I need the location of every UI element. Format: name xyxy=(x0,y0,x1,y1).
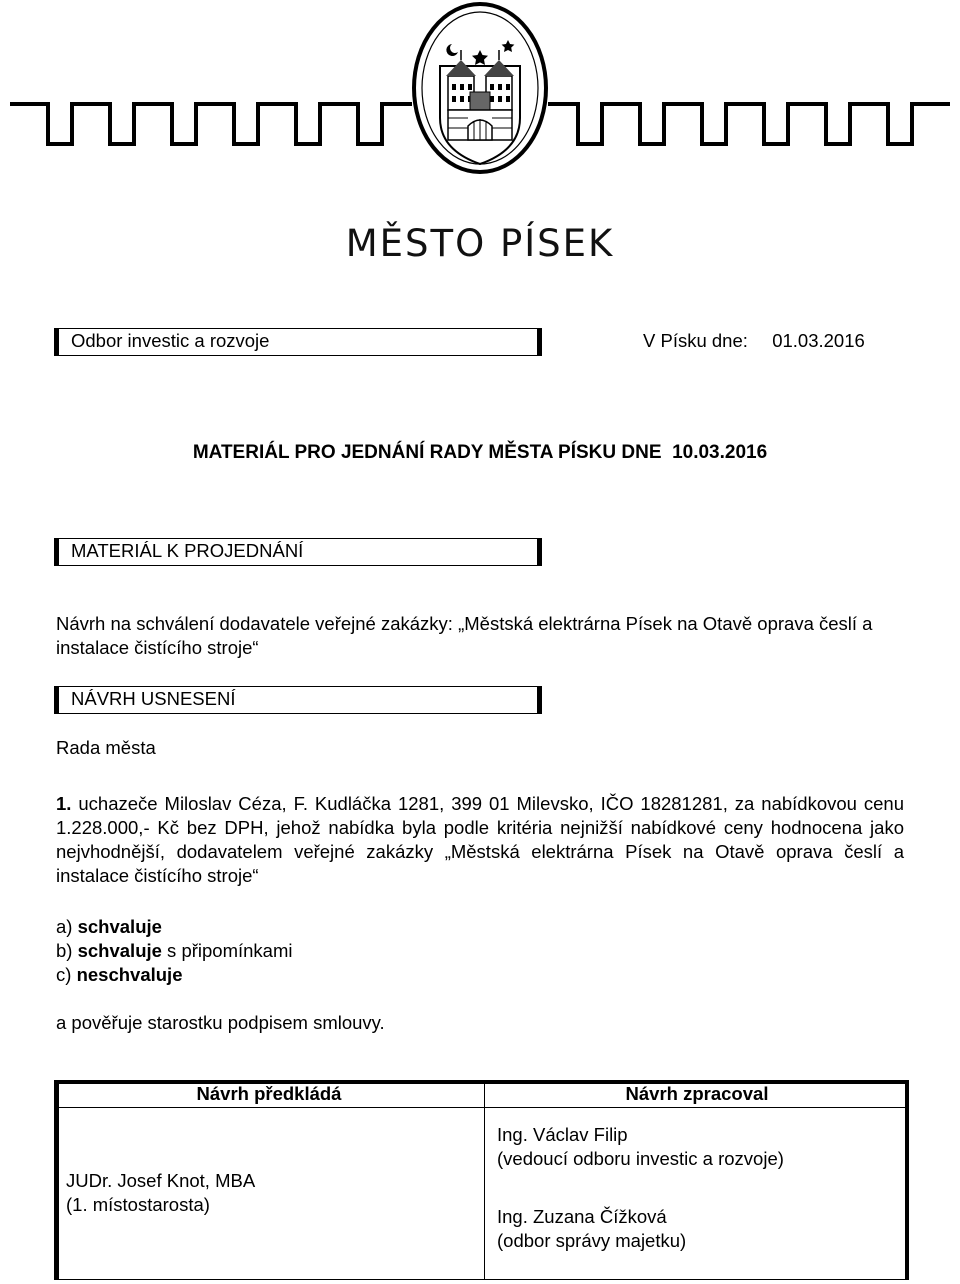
presenter-role: (1. místostarosta) xyxy=(66,1194,210,1215)
table-right-border xyxy=(905,1080,909,1280)
option-verb: schvaluje xyxy=(77,940,162,961)
option-prefix: b) xyxy=(56,940,73,961)
option-verb: schvaluje xyxy=(77,916,162,937)
presenter-cell xyxy=(66,1169,255,1217)
date-value: 01.03.2016 xyxy=(772,330,865,351)
proposal-box-label: NÁVRH USNESENÍ xyxy=(71,688,236,709)
presenter-name: JUDr. Josef Knot, MBA xyxy=(66,1170,256,1191)
date-line xyxy=(643,329,865,353)
page-title: MATERIÁL PRO JEDNÁNÍ RADY MĚSTA PÍSKU DNE 10.03.2016 xyxy=(192,442,768,463)
author-name: Ing. Václav Filip xyxy=(497,1124,628,1145)
presenter-header: Návrh předkládá xyxy=(196,1083,342,1104)
option-prefix: c) xyxy=(56,964,72,985)
option-item xyxy=(56,963,293,987)
resolution-paragraph xyxy=(56,792,904,888)
department-box xyxy=(54,328,542,356)
proposal-box xyxy=(54,686,542,714)
author-role: (vedoucí odboru investic a rozvoje) xyxy=(497,1148,784,1169)
closing-text: a pověřuje starostku podpisem smlouvy. xyxy=(56,1012,385,1033)
option-rest: s připomínkami xyxy=(161,940,293,961)
table-bottom-border xyxy=(54,1279,909,1280)
resolution-number: 1. xyxy=(56,793,72,814)
author-role: (odbor správy majetku) xyxy=(497,1230,687,1251)
option-item xyxy=(56,939,293,963)
option-verb: neschvaluje xyxy=(76,964,183,985)
subject-text: Návrh na schválení dodavatele veřejné zakázky: „Městská elektrárna Písek na Otavě oprava česlí a instalace čistícího stroje“ xyxy=(56,613,873,658)
option-item xyxy=(56,915,293,939)
material-box-label: MATERIÁL K PROJEDNÁNÍ xyxy=(71,540,304,561)
city-name: MĚSTO PÍSEK xyxy=(345,222,615,265)
department-name: Odbor investic a rozvoje xyxy=(71,330,270,351)
author-cell xyxy=(497,1123,784,1253)
material-box xyxy=(54,538,542,566)
author-name: Ing. Zuzana Čížková xyxy=(497,1206,667,1227)
date-label: V Písku dne: xyxy=(643,330,748,351)
options-list xyxy=(56,915,293,987)
resolution-text: uchazeče Miloslav Céza, F. Kudláčka 1281, 399 01 Milevsko, IČO 18281281, za nabídkovou cenu 1.228.000,- Kč bez DPH, jehož nabídka byla podle kritéria nejnižší nabídkové ceny hodnocena jako nejvhodnější, dodavatelem veřejné zakázky „Městská elektrárna Písek na Otavě oprava česlí a instalace čistícího stroje“ xyxy=(56,793,904,886)
author-header: Návrh zpracoval xyxy=(625,1083,769,1104)
signature-table xyxy=(54,1080,909,1280)
table-left-border xyxy=(54,1080,59,1280)
body-label: Rada města xyxy=(56,737,156,758)
table-column-divider xyxy=(484,1080,485,1280)
table-header-divider xyxy=(54,1107,909,1108)
option-prefix: a) xyxy=(56,916,73,937)
